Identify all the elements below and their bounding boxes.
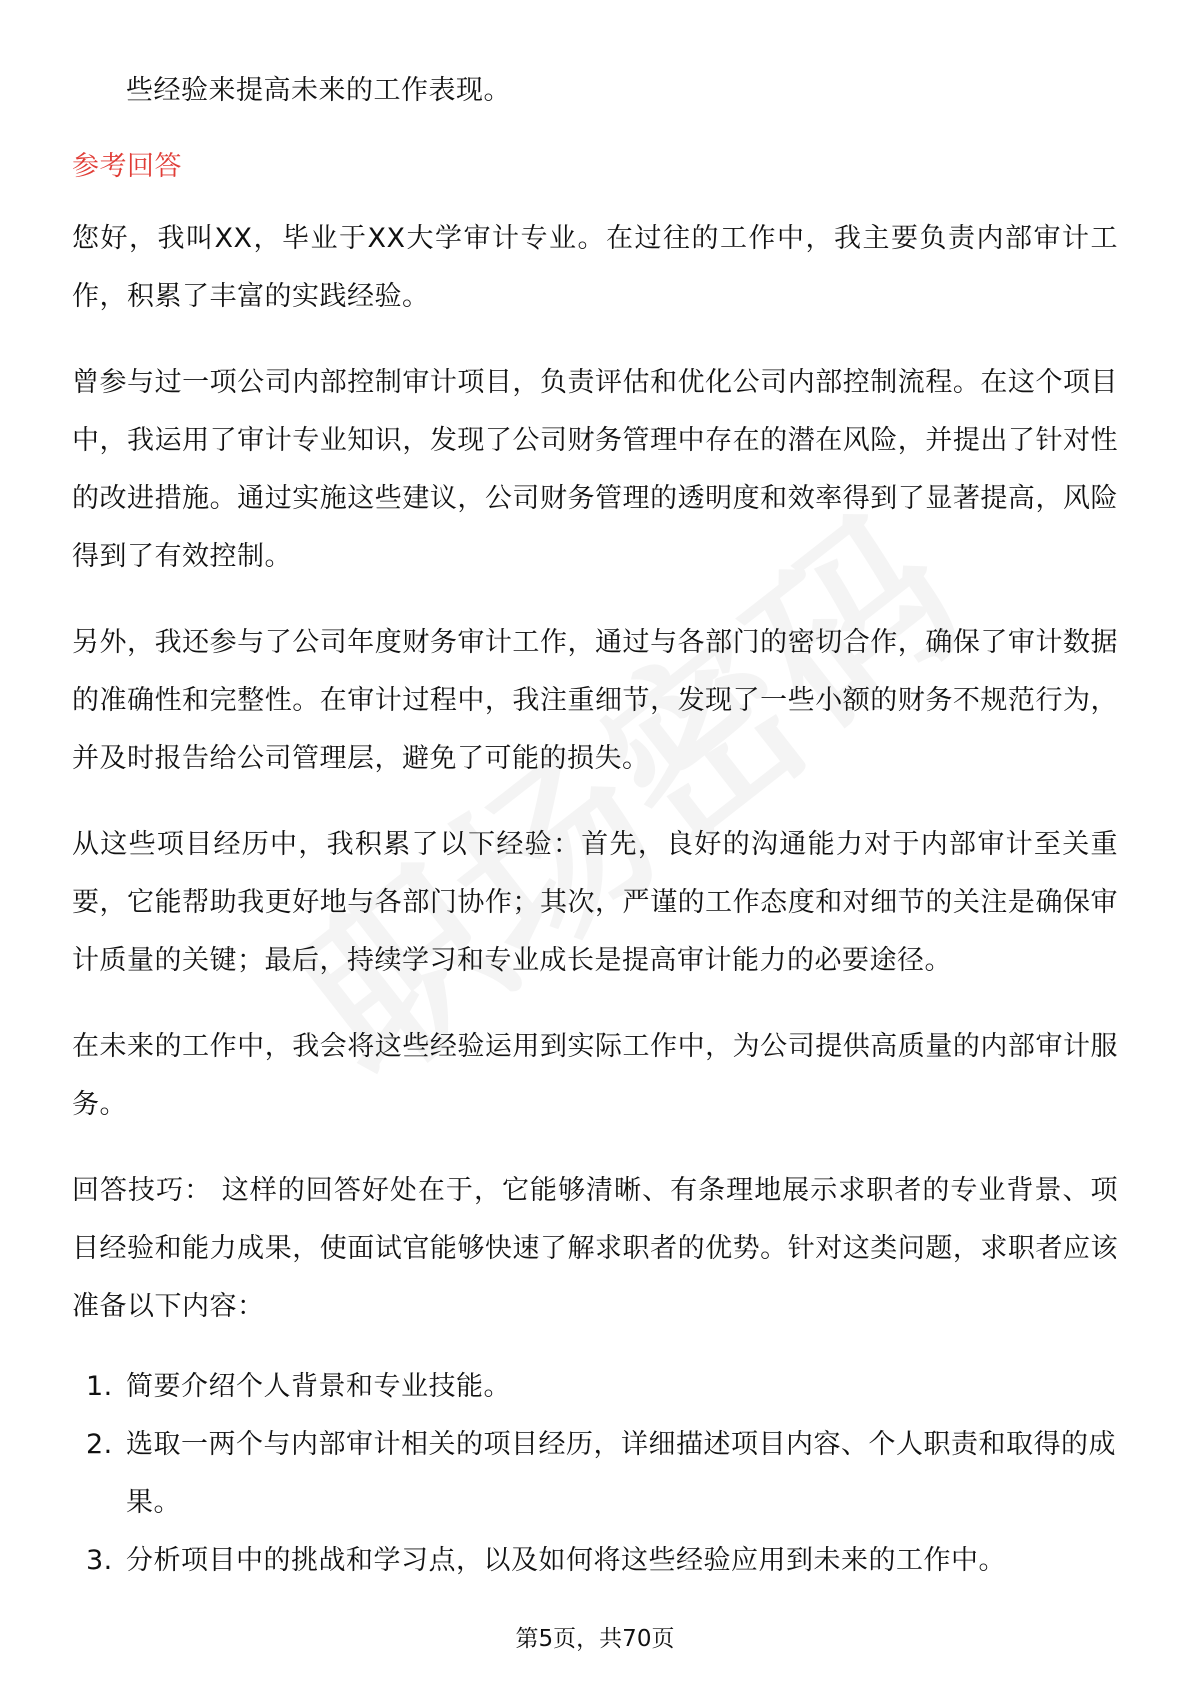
paragraph-project-1: 曾参与过一项公司内部控制审计项目，负责评估和优化公司内部控制流程。在这个项目中，我运用了审计专业知识，发现了公司财务管理中存在的潜在风险，并提出了针对性的改进措施。通过实施这些建议，公司财务管理的透明度和效率得到了显著提高，风险得到了有效控制。 [72, 367, 1118, 572]
paragraph-future: 在未来的工作中，我会将这些经验运用到实际工作中，为公司提供高质量的内部审计服务。 [72, 1031, 1118, 1120]
tips-list [72, 1358, 1118, 1590]
list-number: 3. [86, 1545, 113, 1576]
list-item-text: 选取一两个与内部审计相关的项目经历，详细描述项目内容、个人职责和取得的成果。 [126, 1429, 1116, 1518]
list-item [72, 1416, 1118, 1532]
list-number: 1. [86, 1371, 113, 1402]
list-item-text: 简要介绍个人背景和专业技能。 [126, 1371, 511, 1402]
continuation-line: 些经验来提高未来的工作表现。 [126, 75, 511, 106]
list-item [72, 1358, 1118, 1416]
page-number-footer: 第5页，共70页 [515, 1626, 675, 1652]
paragraph-tips: 回答技巧： 这样的回答好处在于，它能够清晰、有条理地展示求职者的专业背景、项目经验和能力成果，使面试官能够快速了解求职者的优势。针对这类问题，求职者应该准备以下内容： [72, 1175, 1118, 1322]
paragraph-project-2: 另外，我还参与了公司年度财务审计工作，通过与各部门的密切合作，确保了审计数据的准确性和完整性。在审计过程中，我注重细节，发现了一些小额的财务不规范行为，并及时报告给公司管理层，避免了可能的损失。 [72, 627, 1118, 774]
page-content [72, 62, 1118, 1590]
list-item-text: 分析项目中的挑战和学习点，以及如何将这些经验应用到未来的工作中。 [126, 1545, 1006, 1576]
paragraph-experience: 从这些项目经历中，我积累了以下经验：首先，良好的沟通能力对于内部审计至关重要，它能帮助我更好地与各部门协作；其次，严谨的工作态度和对细节的关注是确保审计质量的关键；最后，持续学习和专业成长是提高审计能力的必要途径。 [72, 829, 1118, 976]
section-title: 参考回答 [72, 151, 182, 182]
list-item [72, 1532, 1118, 1590]
list-number: 2. [86, 1429, 113, 1460]
paragraph-intro: 您好，我叫XX，毕业于XX大学审计专业。在过往的工作中，我主要负责内部审计工作，积累了丰富的实践经验。 [72, 223, 1118, 312]
